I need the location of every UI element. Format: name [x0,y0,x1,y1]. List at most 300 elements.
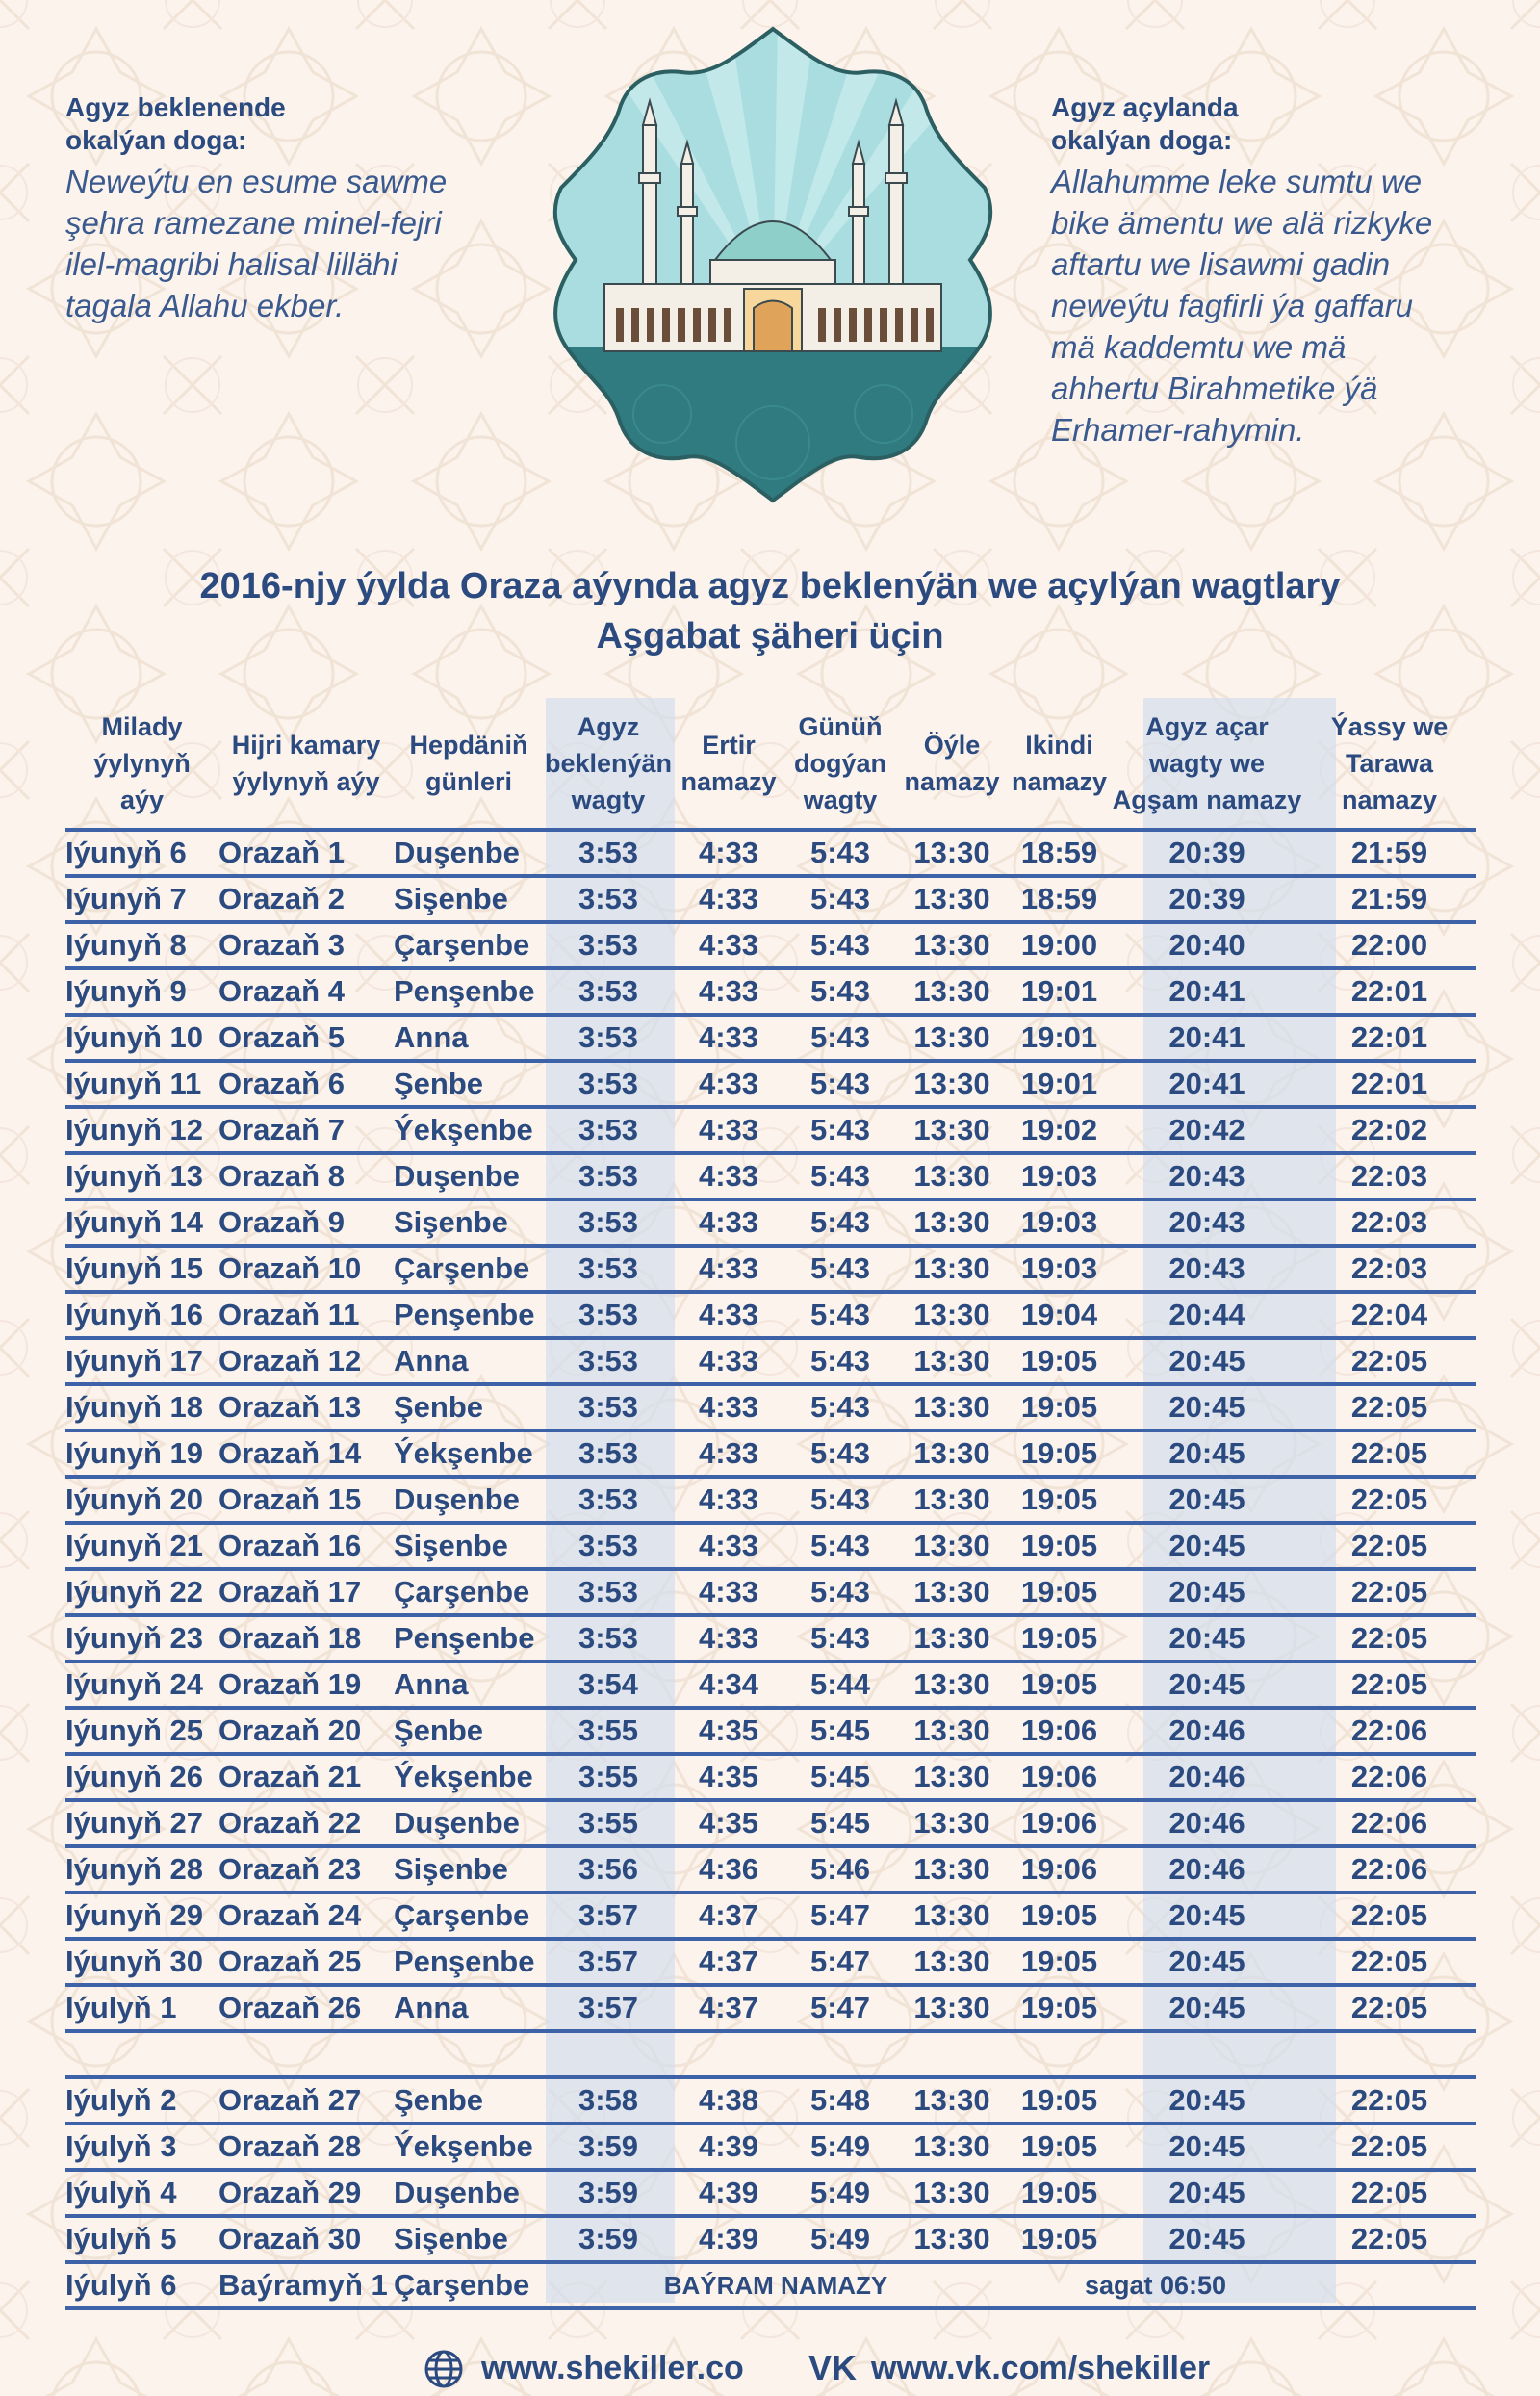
table-cell: 20:45 [1111,1939,1303,1985]
footer [0,2349,1540,2392]
table-cell: 20:45 [1111,1523,1303,1569]
table-row [65,1430,1476,1477]
doga-right-line: Erhamer-rahymin. [1051,412,1305,448]
bayram-empty [1303,2262,1476,2308]
table-cell: 3:55 [544,1754,673,1800]
table-cell: 22:06 [1303,1708,1476,1754]
table-cell: Anna [394,1338,544,1384]
column-header-line: Günüň [798,711,883,741]
table-cell: Iýunyň 8 [65,922,218,968]
page-subtitle: Aşgabat şäheri üçin [596,616,944,657]
column-header-line: namazy [680,766,777,796]
bayram-time: sagat 06:50 [1008,2262,1303,2308]
table-cell: 5:45 [784,1800,896,1846]
table-cell: 3:53 [544,1523,673,1569]
table-row [65,1615,1476,1662]
table-cell [784,2031,896,2077]
table-cell: 13:30 [896,1939,1008,1985]
table-cell: Duşenbe [394,830,544,876]
table-row [65,1477,1476,1523]
table-cell: 19:03 [1008,1153,1111,1199]
table-cell: 13:30 [896,1662,1008,1708]
table-cell: 13:30 [896,1107,1008,1153]
table-cell: 13:30 [896,1615,1008,1662]
table-row [65,1107,1476,1153]
table-row [65,2216,1476,2262]
table-cell: 5:45 [784,1754,896,1800]
table-cell: 19:00 [1008,922,1111,968]
table-cell: Çarşenbe [394,1569,544,1615]
table-cell: Anna [394,1015,544,1061]
table-cell: Orazaň 16 [218,1523,394,1569]
column-header-line: beklenýän [544,748,673,778]
column-header-line: Agyz açar [1145,711,1269,741]
table-cell: Orazaň 30 [218,2216,394,2262]
doga-left-text [65,161,518,326]
table-cell: 20:41 [1111,1061,1303,1107]
table-cell: 13:30 [896,1430,1008,1477]
table-cell: 5:49 [784,2170,896,2216]
table-cell: 13:30 [896,2216,1008,2262]
column-header-line: namazy [1011,766,1108,796]
table-cell: 22:01 [1303,968,1476,1015]
table-cell: Ýekşenbe [394,1107,544,1153]
bayram-hijri: Baýramyň 1 [218,2262,394,2308]
table-cell: 13:30 [896,1015,1008,1061]
doga-right-line: bike ämentu we alä rizkyke [1051,205,1433,241]
table-cell: Orazaň 8 [218,1153,394,1199]
table-cell: Duşenbe [394,2170,544,2216]
table-cell: 22:03 [1303,1153,1476,1199]
table-cell: 3:59 [544,2216,673,2262]
table-cell: 5:46 [784,1846,896,1893]
table-cell: 13:30 [896,2077,1008,2124]
table-cell: Iýunyň 6 [65,830,218,876]
table-cell: Iýulyň 5 [65,2216,218,2262]
table-cell [1303,2031,1476,2077]
table-cell: 13:30 [896,1477,1008,1523]
table-cell: 3:53 [544,1430,673,1477]
table-cell: Anna [394,1662,544,1708]
table-cell: 5:43 [784,1615,896,1662]
table-cell: Orazaň 19 [218,1662,394,1708]
table-row [65,1523,1476,1569]
doga-left-line: şehra ramezane minel-fejri [65,205,442,241]
table-cell: 19:05 [1008,1338,1111,1384]
table-cell: 4:33 [673,1338,784,1384]
column-header [65,698,218,830]
table-cell [1111,2031,1303,2077]
table-cell: Iýulyň 4 [65,2170,218,2216]
table-cell: Iýunyň 13 [65,1153,218,1199]
table-cell: 22:05 [1303,1477,1476,1523]
table-row [65,1153,1476,1199]
website-link[interactable]: www.shekiller.co [481,2350,744,2386]
table-cell: 18:59 [1008,876,1111,922]
table-cell: 4:33 [673,1615,784,1662]
table-cell: 3:53 [544,1292,673,1338]
table-cell: 3:55 [544,1800,673,1846]
table-cell: 22:03 [1303,1199,1476,1246]
table-cell: Orazaň 27 [218,2077,394,2124]
table-cell: 19:05 [1008,2216,1111,2262]
table-cell: Iýunyň 26 [65,1754,218,1800]
table-cell: Penşenbe [394,1292,544,1338]
table-cell: 3:59 [544,2124,673,2170]
table-cell: 3:59 [544,2170,673,2216]
bayram-date: Iýulyň 6 [65,2262,218,2308]
table-cell: 13:30 [896,1153,1008,1199]
table-cell: 13:30 [896,2170,1008,2216]
doga-fast-start [65,91,518,326]
vk-link[interactable]: www.vk.com/shekiller [871,2350,1211,2386]
table-cell: 4:35 [673,1754,784,1800]
table-cell: 5:47 [784,1985,896,2031]
table-cell: 5:48 [784,2077,896,2124]
table-cell: 19:05 [1008,1569,1111,1615]
column-header [896,698,1008,830]
table-cell: 19:05 [1008,1985,1111,2031]
table-cell: 22:05 [1303,1338,1476,1384]
column-header [544,698,673,830]
table-cell: Iýunyň 23 [65,1615,218,1662]
table-cell: Iýunyň 27 [65,1800,218,1846]
table-cell: 4:33 [673,1430,784,1477]
column-header-line: Agşam namazy [1112,785,1302,814]
table-cell: 20:45 [1111,2170,1303,2216]
table-cell: 4:33 [673,1384,784,1430]
table-cell: 5:43 [784,1107,896,1153]
column-header-line: Tarawa [1345,748,1434,778]
table-row [65,1939,1476,1985]
table-cell: 3:53 [544,1338,673,1384]
table-cell: 22:05 [1303,2124,1476,2170]
column-header-line: ýylynyň aýy [232,766,380,796]
table-cell: Şenbe [394,2077,544,2124]
table-cell: 22:05 [1303,1430,1476,1477]
column-header-line: Ertir [702,730,756,760]
table-cell: 4:33 [673,1015,784,1061]
table-cell: 19:06 [1008,1800,1111,1846]
table-cell [1008,2031,1111,2077]
column-header-line: Hijri kamary [231,730,381,760]
doga-right-line: mä kaddemtu we mä [1051,329,1347,365]
doga-right-line: aftartu we lisawmi gadin [1051,246,1391,282]
doga-right-text [1051,161,1503,451]
table-cell: Şenbe [394,1061,544,1107]
table-cell: 5:43 [784,1338,896,1384]
column-header-line: dogýan [793,748,886,778]
table-cell: Sişenbe [394,1199,544,1246]
table-cell: 13:30 [896,876,1008,922]
table-cell: 3:57 [544,1985,673,2031]
table-cell: 13:30 [896,1523,1008,1569]
table-cell: 20:42 [1111,1107,1303,1153]
table-cell: 18:59 [1008,830,1111,876]
table-cell: Duşenbe [394,1800,544,1846]
table-cell: Iýunyň 12 [65,1107,218,1153]
column-header-line: Ýassy we [1330,711,1449,741]
table-cell: 4:39 [673,2124,784,2170]
globe-icon [424,2349,464,2389]
table-cell: 4:33 [673,1061,784,1107]
table-cell: 19:01 [1008,1061,1111,1107]
doga-right-line: ahhertu Birahmetike ýä [1051,371,1378,406]
table-cell: 20:43 [1111,1153,1303,1199]
table-cell: 4:33 [673,830,784,876]
table-cell: 5:43 [784,1199,896,1246]
table-row [65,1800,1476,1846]
table-cell: 4:38 [673,2077,784,2124]
column-header-line: wagty we [1148,748,1266,778]
table-cell: 3:53 [544,968,673,1015]
table-cell: Anna [394,1985,544,2031]
table-cell: Penşenbe [394,1615,544,1662]
doga-right-title-1: Agyz açylanda [1051,92,1239,122]
table-cell: Ýekşenbe [394,1754,544,1800]
table-row [65,2170,1476,2216]
table-cell [544,2031,673,2077]
column-header-line: Öýle [923,730,981,760]
table-cell: Duşenbe [394,1153,544,1199]
table-cell: 19:05 [1008,2170,1111,2216]
table-cell: 5:43 [784,1430,896,1477]
table-body [65,830,1476,2308]
doga-right-line: neweýtu fagfirli ýa gaffaru [1051,288,1414,323]
table-cell: 4:39 [673,2216,784,2262]
table-cell: 20:45 [1111,1477,1303,1523]
table-cell: Çarşenbe [394,1893,544,1939]
table-cell: 13:30 [896,1246,1008,1292]
table-cell: Sişenbe [394,876,544,922]
table-cell: 19:02 [1008,1107,1111,1153]
table-cell: 13:30 [896,830,1008,876]
table-cell: 13:30 [896,1338,1008,1384]
table-cell: 13:30 [896,1384,1008,1430]
table-cell: 13:30 [896,1199,1008,1246]
table-row [65,2124,1476,2170]
table-cell: 22:01 [1303,1015,1476,1061]
table-cell: 5:43 [784,968,896,1015]
table-cell: 4:33 [673,1523,784,1569]
column-header [1008,698,1111,830]
table-cell: 5:47 [784,1893,896,1939]
table-cell: 19:05 [1008,2124,1111,2170]
table-cell: Iýunyň 20 [65,1477,218,1523]
table-row [65,1985,1476,2031]
bayram-weekday: Çarşenbe [394,2262,544,2308]
table-cell: 13:30 [896,968,1008,1015]
table-cell: 20:39 [1111,830,1303,876]
table-cell: 3:53 [544,1153,673,1199]
table-cell: 3:53 [544,1107,673,1153]
table-row [65,2077,1476,2124]
table-cell: 20:43 [1111,1199,1303,1246]
table-cell: 19:05 [1008,1430,1111,1477]
table-cell: 13:30 [896,1708,1008,1754]
vk-logo-icon: VK [808,2348,858,2387]
table-cell: Şenbe [394,1384,544,1430]
table-cell: 19:05 [1008,1939,1111,1985]
table-cell: Orazaň 15 [218,1477,394,1523]
table-cell: 4:34 [673,1662,784,1708]
table-cell: Orazaň 10 [218,1246,394,1292]
table-cell: 5:43 [784,1477,896,1523]
column-header-line: namazy [904,766,1000,796]
table-cell: 20:45 [1111,1662,1303,1708]
table-cell: 19:05 [1008,1615,1111,1662]
table-cell: 21:59 [1303,876,1476,922]
table-cell: 20:41 [1111,1015,1303,1061]
table-cell: 4:33 [673,1292,784,1338]
table-cell: Sişenbe [394,2216,544,2262]
table-cell: 13:30 [896,2124,1008,2170]
table-cell: 20:46 [1111,1708,1303,1754]
table-cell: Iýunyň 15 [65,1246,218,1292]
table-cell: 13:30 [896,1846,1008,1893]
table-cell: Iýunyň 24 [65,1662,218,1708]
table-cell: Orazaň 9 [218,1199,394,1246]
table-cell: 19:01 [1008,1015,1111,1061]
table-cell: 3:53 [544,1246,673,1292]
doga-right-title-2: okalýan doga: [1051,125,1233,155]
table-cell: 22:00 [1303,922,1476,968]
table-cell: Orazaň 22 [218,1800,394,1846]
table-cell: 19:05 [1008,1662,1111,1708]
table-cell: 5:43 [784,1153,896,1199]
doga-fast-break [1051,91,1503,451]
table-cell: Iýunyň 28 [65,1846,218,1893]
column-header [784,698,896,830]
table-cell: 20:45 [1111,1985,1303,2031]
table-cell: Orazaň 3 [218,922,394,968]
table-row [65,1846,1476,1893]
table-row [65,1199,1476,1246]
column-header [394,698,544,830]
doga-left-title-2: okalýan doga: [65,125,247,155]
column-header-line: wagty [803,785,878,814]
table-cell: Penşenbe [394,968,544,1015]
table-row [65,968,1476,1015]
table-cell: 3:53 [544,1477,673,1523]
table-cell: 19:05 [1008,1477,1111,1523]
column-header-line: Agyz [577,711,640,741]
table-cell: 4:33 [673,1153,784,1199]
table-cell: Orazaň 4 [218,968,394,1015]
table-row [65,1754,1476,1800]
table-cell: Orazaň 29 [218,2170,394,2216]
table-cell: 22:03 [1303,1246,1476,1292]
table-cell: 19:05 [1008,1384,1111,1430]
table-cell: Orazaň 14 [218,1430,394,1477]
table-cell: Iýunyň 19 [65,1430,218,1477]
table-cell: 4:39 [673,2170,784,2216]
table-cell: Orazaň 7 [218,1107,394,1153]
table-cell: Orazaň 17 [218,1569,394,1615]
table-cell: Iýunyň 14 [65,1199,218,1246]
table-row [65,1015,1476,1061]
table-cell: 5:47 [784,1939,896,1985]
doga-left-line: tagala Allahu ekber. [65,288,345,323]
table-cell: 13:30 [896,1985,1008,2031]
bayram-row [65,2262,1476,2308]
table-cell: 22:05 [1303,2077,1476,2124]
table-cell: Iýunyň 9 [65,968,218,1015]
table-cell: 3:54 [544,1662,673,1708]
table-cell: 5:43 [784,1523,896,1569]
table-cell: Ýekşenbe [394,1430,544,1477]
column-header-line: Hepdäniň [409,730,528,760]
table-cell: 4:33 [673,1199,784,1246]
table-cell: 20:43 [1111,1246,1303,1292]
table-cell: Sişenbe [394,1523,544,1569]
prayer-timetable [65,698,1476,2310]
table-cell: 4:33 [673,1477,784,1523]
table-cell: 22:04 [1303,1292,1476,1338]
table-cell: 20:44 [1111,1292,1303,1338]
table-cell: 13:30 [896,1800,1008,1846]
table-cell: Iýunyň 25 [65,1708,218,1754]
table-cell: 20:39 [1111,876,1303,922]
table-row [65,2031,1476,2077]
table-cell: 20:45 [1111,1338,1303,1384]
column-header [673,698,784,830]
table-cell: 3:53 [544,1569,673,1615]
table-cell: 13:30 [896,1569,1008,1615]
table-cell [896,2031,1008,2077]
table-cell: 19:06 [1008,1708,1111,1754]
table-cell: 19:06 [1008,1846,1111,1893]
doga-left-title-1: Agyz beklenende [65,92,286,122]
table-cell [65,2031,218,2077]
table-cell: Orazaň 23 [218,1846,394,1893]
table-cell: Orazaň 1 [218,830,394,876]
table-cell: 22:06 [1303,1846,1476,1893]
table-cell: 22:05 [1303,1985,1476,2031]
table-cell: Iýunyň 10 [65,1015,218,1061]
table-cell: 19:03 [1008,1246,1111,1292]
table-cell: Ýekşenbe [394,2124,544,2170]
column-header [1111,698,1303,830]
table-cell: 5:43 [784,830,896,876]
table-cell: 20:46 [1111,1846,1303,1893]
table-cell: 20:45 [1111,1430,1303,1477]
table-row [65,1708,1476,1754]
table-cell: 3:57 [544,1939,673,1985]
table-cell: 4:35 [673,1708,784,1754]
table-cell: Iýunyň 18 [65,1384,218,1430]
table-cell: 19:05 [1008,2077,1111,2124]
table-cell: 13:30 [896,1061,1008,1107]
table-cell: 19:03 [1008,1199,1111,1246]
table-cell: Iýulyň 3 [65,2124,218,2170]
table-cell: 22:05 [1303,1523,1476,1569]
table-cell [218,2031,394,2077]
table-cell: 20:45 [1111,1615,1303,1662]
table-cell: Orazaň 13 [218,1384,394,1430]
column-header-line: Milady [101,711,183,741]
table-cell: 4:33 [673,1569,784,1615]
table-cell: Orazaň 2 [218,876,394,922]
table-cell: 19:04 [1008,1292,1111,1338]
table-cell: 5:43 [784,1061,896,1107]
table-cell: 3:53 [544,922,673,968]
table-cell: 3:55 [544,1708,673,1754]
table-cell: 22:05 [1303,2170,1476,2216]
table-cell: 22:05 [1303,2216,1476,2262]
page-title: 2016-njy ýylda Oraza aýynda agyz beklenýän we açylýan wagtlary [199,566,1341,606]
table-row [65,876,1476,922]
